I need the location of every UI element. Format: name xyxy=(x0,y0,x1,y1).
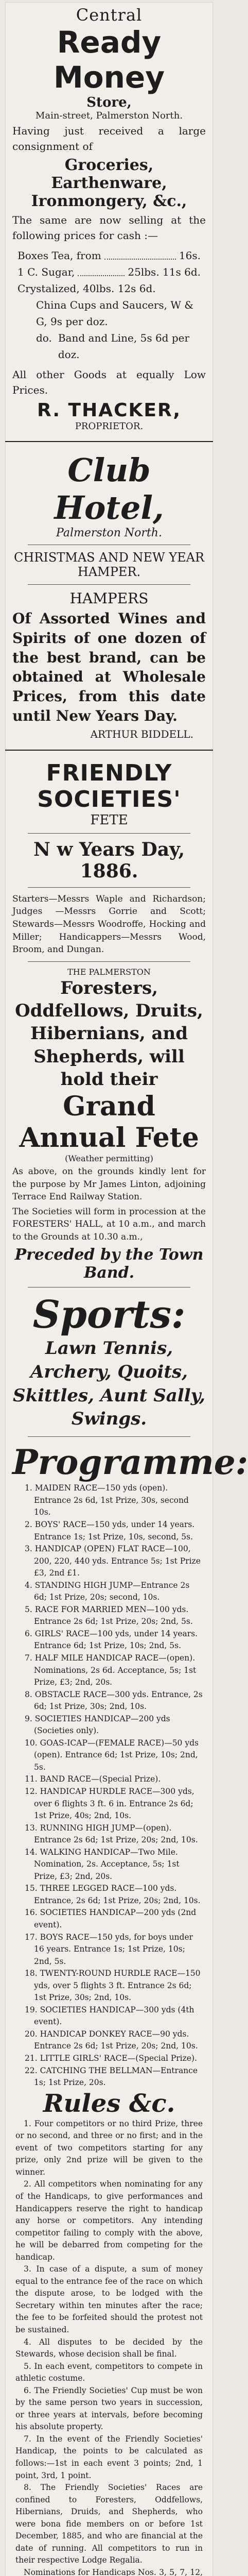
store-other-goods: All other Goods at equally Low Prices. xyxy=(12,368,206,396)
price-list xyxy=(12,245,206,365)
store-groceries: Groceries, xyxy=(64,156,154,174)
proprietor-name: R. THACKER, xyxy=(37,400,182,421)
programme-item: 4. STANDING HIGH JUMP—Entrance 2s 6d; 1st Prize, 20s; second, 10s. xyxy=(25,1580,190,1602)
rule-item: 4. All disputes to be decided by the Stewards, whose decision shall be final. xyxy=(15,2337,203,2359)
programme-item: 19. SOCIETIES HANDICAP—300 yds (4th event). xyxy=(25,2005,194,2027)
divider xyxy=(28,887,190,888)
programme-item: 2. BOYS' RACE—150 yds, under 14 years. Entrance 1s; 1st Prize, 10s, second, 5s. xyxy=(25,1519,195,1541)
town-band: Preceded by the Town Band. xyxy=(14,1245,204,1282)
fete-word: FETE xyxy=(90,812,128,828)
rules-heading: Rules &c. xyxy=(43,2089,175,2118)
rule-item: Nominations for Handicaps Nos. 3, 5, 7, 12, xyxy=(24,2567,203,2576)
programme-item: 20. HANDICAP DONKEY RACE—90 yds. Entrance 2s 6d; 1st Prize, 20s; 2nd, 10s. xyxy=(25,2029,198,2051)
store-heading-central: Central xyxy=(76,5,143,25)
weather-note: (Weather permitting) xyxy=(65,1153,153,1163)
rule-item: 3. In case of a dispute, a sum of money equal to the entrance fee of the race on which the dispute arose, to be lodged with the Secretary within ten minutes after the race; the fee to be forfeited should the protest not be sustained. xyxy=(15,2264,203,2334)
programme-item: 18. TWENTY-ROUND HURDLE RACE—150 yds, over 5 flights 3 ft. Entrance 2s 6d; 1st Prize, 30s; 2nd, 10s. xyxy=(25,1969,201,2003)
fete-title: FRIENDLY SOCIETIES' xyxy=(37,759,181,812)
club-hotel-subtitle: Palmerston North. xyxy=(56,527,162,539)
rule-item: 7. In the event of the Friendly Societies' Handicap, the points to be calculated as follows:—1st in each event 3 points; 2nd, 1 point, 3rd, 1 point. xyxy=(15,2434,203,2480)
fete-officials: Starters—Messrs Waple and Richardson; Judges —Messrs Gorrie and Scott; Stewards—Messrs Woodroffe, Hocking and Miller; Handicappers—Messrs Wood, Broom, and Dungan. xyxy=(12,893,206,955)
programme-item: 11. BAND RACE—(Special Prize). xyxy=(25,1774,161,1784)
store-ironmongery: Ironmongery, &c., xyxy=(31,192,187,210)
programme-item: 3. HANDICAP (OPEN) FLAT RACE—100, 200, 220, 440 yds. Entrance 5s; 1st Prize £3, 2nd £1. xyxy=(25,1544,201,1578)
programme-heading: Programme: xyxy=(12,1442,248,1483)
grand-annual-fete: Grand Annual Fete xyxy=(19,1090,199,1154)
programme-item: 14. WALKING HANDICAP—Two Mile. Nomination, 2s. Acceptance, 5s; 1st Prize, £3; 2nd, 20s. xyxy=(25,1847,180,1881)
divider xyxy=(5,441,213,442)
programme-item: 1. MAIDEN RACE—150 yds (open). Entrance 2s 6d, 1st Prize, 30s, second 10s. xyxy=(25,1483,189,1517)
programme-item: 5. RACE FOR MARRIED MEN—100 yds. Entrance 2s 6d; 1st Prize, 20s; 2nd, 5s. xyxy=(25,1604,193,1626)
store-ad xyxy=(5,2,213,435)
programme-item: 16. SOCIETIES HANDICAP—200 yds (2nd event). xyxy=(25,1908,197,1930)
price-row: China Cups and Saucers, W & G, 9s per doz. xyxy=(36,299,194,328)
programme-item: 15. THREE LEGGED RACE—100 yds. Entrance, 2s 6d; 1st Prize, 20s; 2nd, 10s. xyxy=(25,1884,201,1905)
programme-item: 7. HALF MILE HANDICAP RACE—(open). Nominations, 2s 6d. Acceptance, 5s; 1st Prize, £3; 2nd, 20s. xyxy=(25,1653,197,1687)
divider xyxy=(28,833,190,834)
programme-item: 22. CATCHING THE BELLMAN—Entrance 1s; 1st Prize, 20s. xyxy=(25,2065,198,2088)
rule-item: 8. The Friendly Societies' Races are confined to Foresters, Oddfellows, Hibernians, Druids, and Shepherds, who were bona fide members on or before 1st December, 1885, and who are financial at the date of running. All competitors to run in their respective Lodge Regalia. xyxy=(15,2483,203,2565)
sports-games: Lawn Tennis, Archery, Quoits, Skittles, Aunt Sally, Swings. xyxy=(13,1337,205,1430)
proprietor-title: PROPRIETOR. xyxy=(75,421,144,432)
divider xyxy=(28,961,190,962)
club-body: Of Assorted Wines and Spirits of one dozen of the best brand, can be obtained at Wholesale Prices, from this date until New Years Day. xyxy=(12,610,206,724)
programme-item: 17. BOYS RACE—150 yds, for boys under 16 years. Entrance 1s; 1st Prize, 10s; 2nd, 5s. xyxy=(25,1932,193,1966)
club-signature: ARTHUR BIDDELL. xyxy=(90,727,193,740)
programme-item: 6. GIRLS' RACE—100 yds, under 14 years. Entrance 6d; 1st Prize, 10s; 2nd, 5s. xyxy=(25,1629,198,1651)
fete-procession: The Societies will form in procession at the FORESTERS' HALL, at 10 a.m., and march to the Grounds at 10.30 a.m., xyxy=(12,1206,206,1243)
price-row: Crystalized, 40lbs. 12s 6d. xyxy=(17,282,156,295)
christmas-hamper: CHRISTMAS AND NEW YEAR HAMPER. xyxy=(13,550,205,579)
store-earthenware: Earthenware, xyxy=(51,174,167,192)
programme-item: 9. SOCIETIES HANDICAP—200 yds (Societies only). xyxy=(25,1714,170,1736)
the-palmerston: THE PALMERSTON xyxy=(67,967,151,977)
newspaper-column xyxy=(5,2,248,2576)
fete-grounds: As above, on the grounds kindly lent for the purpose by Mr James Linton, adjoining Terrace End Railway Station. xyxy=(12,1166,206,1202)
fete-societies: Foresters, Oddfellows, Druits, Hibernians, and Shepherds, will hold their xyxy=(15,977,203,1090)
divider xyxy=(28,584,190,585)
rule-item: 2. All competitors when nominating for any of the Handicaps, to give performances and Handicappers reserve the right to handicap any horse or competitors. Any intending competitor failing to comply with the above, he will be debarred from competing for the handicap. xyxy=(15,2179,203,2262)
price-row: Boxes Tea, from 16s. xyxy=(17,247,201,264)
programme-list xyxy=(12,1482,206,2089)
programme-item: 21. LITTLE GIRLS' RACE—(Special Prize). xyxy=(25,2054,197,2063)
rule-item: 6. The Friendly Societies' Cup must be won by the same person two years in succession, or three years at intervals, before becoming his absolute property. xyxy=(15,2385,203,2432)
club-hotel-title: Club Hotel, xyxy=(54,451,164,527)
fete-date: N w Years Day, 1886. xyxy=(33,838,185,882)
store-address: Main-street, Palmerston North. xyxy=(35,110,183,121)
programme-item: 10. GOAS-ICAP—(FEMALE RACE)—50 yds (open). Entrance 6d; 1st Prize, 10s; 2nd, 5s. xyxy=(25,1738,199,1772)
rule-item: 5. In each event, competitors to compete in athletic costume. xyxy=(15,2361,203,2383)
sports-heading: Sports: xyxy=(32,1292,186,1337)
store-heading-ready-money: Ready Money xyxy=(54,25,165,95)
store-body: The same are now selling at the following prices for cash :— xyxy=(12,214,206,242)
store-intro: Having just received a large consignment of xyxy=(12,125,206,152)
programme-item: 12. HANDICAP HURDLE RACE—300 yds, over 6 flights 3 ft. 6 in. Entrance 2s 6d; 1st Prize, 40s; 2nd, 10s. xyxy=(25,1787,194,1821)
divider xyxy=(5,750,213,751)
fete-ad xyxy=(5,757,248,2576)
rules-list xyxy=(12,2118,206,2576)
divider xyxy=(28,1436,190,1437)
hampers-heading: HAMPERS xyxy=(69,590,149,607)
store-heading-store: Store, xyxy=(86,95,132,110)
price-row: 1 C. Sugar, 25lbs. 11s 6d. xyxy=(17,264,201,280)
programme-item: 13. RUNNING HIGH JUMP—(open). Entrance 2s 6d; 1st Prize, 20s; 2nd, 10s. xyxy=(25,1823,198,1845)
price-row: do. Band and Line, 5s 6d per doz. xyxy=(36,332,190,361)
club-hotel-ad xyxy=(5,448,213,743)
rule-item: 1. Four competitors or no third Prize, three or no second, and three or no first; and in the event of two competitors starting for any prize, only 2nd prize will be given to the winner. xyxy=(15,2119,203,2177)
programme-item: 8. OBSTACLE RACE—300 yds. Entrance, 2s 6d; 1st Prize, 30s; 2nd, 10s. xyxy=(25,1689,203,1711)
